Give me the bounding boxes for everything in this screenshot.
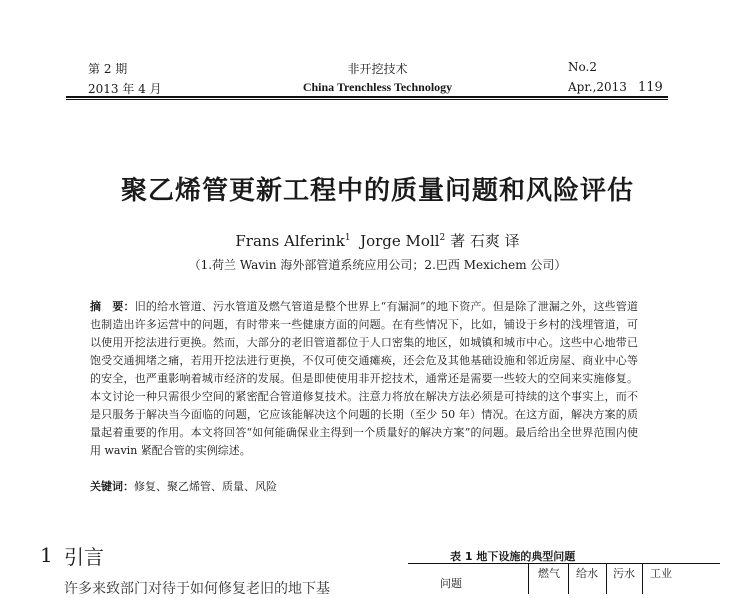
header-issue-en: No.2: [568, 60, 597, 74]
table-top-rule: [408, 563, 720, 564]
abstract: [90, 298, 638, 460]
table-divider: [642, 564, 643, 594]
header-date: 2013 年 4 月: [88, 82, 162, 96]
keywords: [90, 478, 638, 494]
section-body-start: 许多来致部门对待于如何修复老旧的地下基: [64, 581, 330, 597]
table-divider: [528, 564, 529, 594]
header-rule-thick: [66, 96, 668, 98]
abstract-label: 摘 要：: [90, 300, 135, 313]
keywords-label: 关键词：: [90, 480, 134, 493]
table-col-gas: 燃气: [538, 567, 560, 580]
section-title: 引言: [64, 545, 104, 569]
section-number: 1: [40, 543, 53, 567]
table-col-industry: 工业: [650, 567, 672, 580]
header-rule-thin: [66, 99, 668, 100]
author-2-sup: 2: [439, 233, 446, 243]
author-suffix: 著 石爽 译: [450, 232, 520, 250]
table-divider: [568, 564, 569, 594]
table-row-label: 问题: [440, 577, 462, 590]
header-issue: 第 2 期: [88, 62, 128, 76]
author-1: Frans Alferink: [235, 232, 345, 250]
article-authors: [0, 230, 755, 251]
table-divider: [606, 564, 607, 594]
keywords-text: 修复、聚乙烯管、质量、风险: [134, 480, 277, 493]
abstract-text: 旧的给水管道、污水管道及燃气管道是整个世界上“有漏洞”的地下资产。但是除了泄漏之外，这些管道也制造出许多运营中的问题，有时带来一些健康方面的问题。在有些情况下，比如，铺设于乡村的浅埋管道，可以使用开挖法进行更换。然而，大部分的老旧管道都位于人口密集的地区，如城镇和城市中心。这些中心地带已饱受交通拥堵之痛，若用开挖法进行更换，不仅可使交通瘫痪，还会危及其他基础设施和邻近房屋、商业中心等的安全，也严重影响着城市经济的发展。但是即使使用非开挖技术，通常还是需要一些较大的空间来实施修复。本文讨论一种只需很少空间的紧密配合管道修复技术。注意力将放在解决方法必须是可持续的这个事实上，而不是只服务于解决当今面临的问题，它应该能解决这个问题的长期（至少 50 年）情况。在这方面，解决方案的质量起着重要的作用。本文将回答“如何能确保业主得到一个质量好的解决方案”的问题。最后给出全世界范围内使用 wavin 紧配合管的实例综述。: [90, 300, 638, 457]
table-col-water: 给水: [576, 567, 598, 580]
page-number: 119: [638, 80, 663, 95]
header-date-en: Apr.,2013: [568, 80, 627, 94]
article-title: 聚乙烯管更新工程中的质量问题和风险评估: [120, 176, 634, 206]
table-caption: 表 1 地下设施的典型问题: [450, 550, 576, 563]
affiliation: （1.荷兰 Wavin 海外部管道系统应用公司；2.巴西 Mexichem 公司）: [188, 258, 567, 272]
table-col-sewer: 污水: [613, 567, 635, 580]
header-journal-cn: 非开挖技术: [347, 62, 408, 76]
author-1-sup: 1: [344, 233, 351, 243]
author-2: Jorge Moll: [360, 232, 440, 250]
header-journal-en: China Trenchless Technology: [302, 80, 453, 94]
